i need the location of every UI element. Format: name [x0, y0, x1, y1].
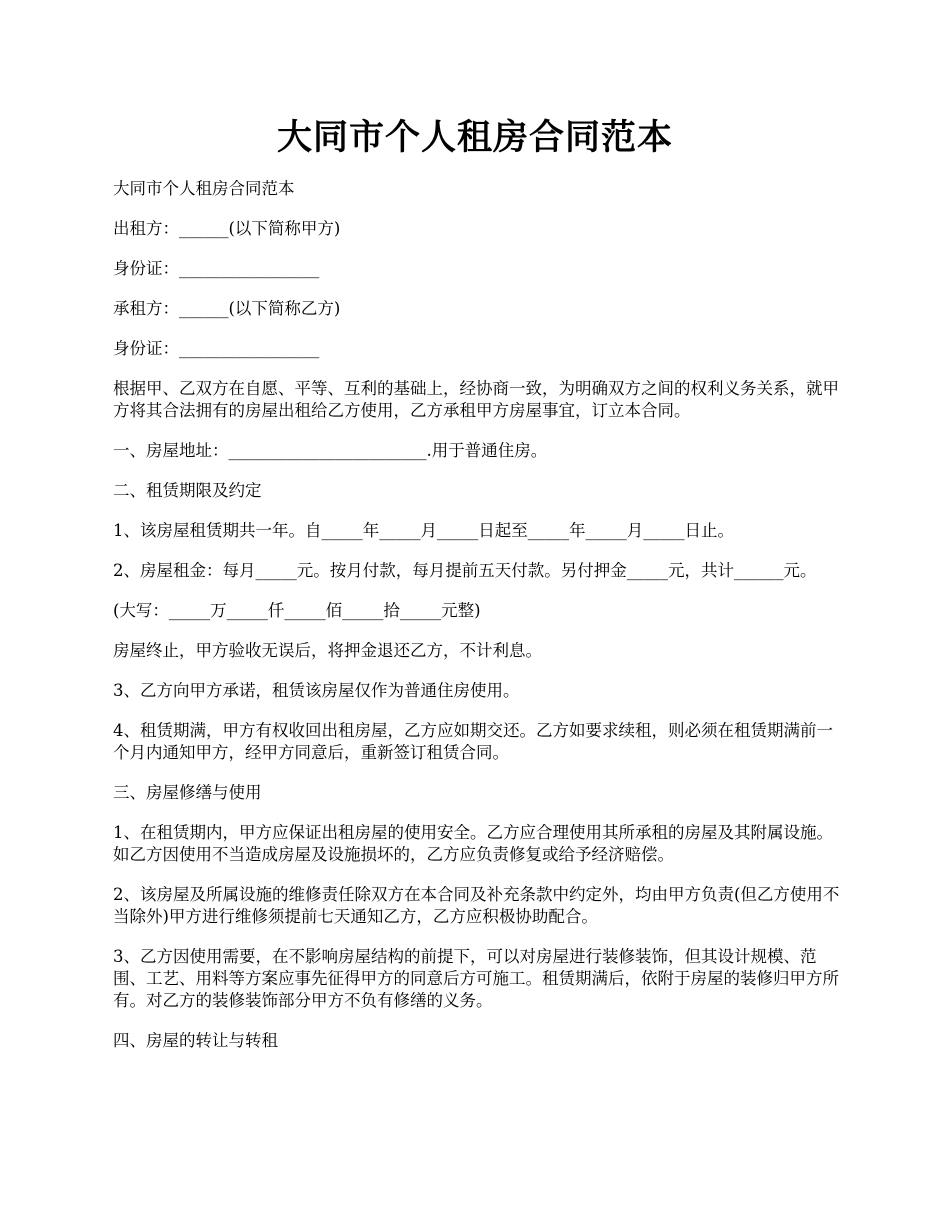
paragraph-lessor: 出租方：______(以下简称甲方): [113, 219, 341, 238]
paragraph-section-1-address: 一、房屋地址：________________________.用于普通住房。: [113, 441, 548, 460]
paragraph-section-4-heading: 四、房屋的转让与转租: [113, 1031, 278, 1050]
paragraph-clause-3-2: 2、该房屋及所属设施的维修责任除双方在本合同及补充条款中约定外，均由甲方负责(但乙方使用不当除外)甲方进行维修须提前七天通知乙方，乙方应积极协助配合。: [113, 885, 840, 926]
document-title: 大同市个人租房合同范本: [276, 117, 673, 158]
paragraph-section-3-heading: 三、房屋修缮与使用: [113, 783, 262, 802]
document-body: [113, 178, 840, 1070]
paragraph-clause-2-1: 1、该房屋租赁期共一年。自_____年_____月_____日起至_____年_____月_____日止。: [113, 521, 734, 540]
paragraph-lessor-id: 身份证：_________________: [113, 259, 320, 278]
paragraph-clause-3-3: 3、乙方因使用需要，在不影响房屋结构的前提下，可以对房屋进行装修装饰，但其设计规模、范围、工艺、用料等方案应事先征得甲方的同意后方可施工。租赁期满后，依附于房屋的装修归甲方所有。对乙方的装修装饰部分甲方不负有修缮的义务。: [113, 947, 839, 1010]
paragraph-lessee: 承租方：______(以下简称乙方): [113, 299, 341, 318]
paragraph-section-2-heading: 二、租赁期限及约定: [113, 481, 262, 500]
paragraph-clause-2-4: 4、租赁期满，甲方有权收回出租房屋，乙方应如期交还。乙方如要求续租，则必须在租赁期满前一个月内通知甲方，经甲方同意后，重新签订租赁合同。: [113, 721, 833, 762]
paragraph-preamble: 根据甲、乙双方在自愿、平等、互利的基础上，经协商一致，为明确双方之间的权利义务关系，就甲方将其合法拥有的房屋出租给乙方使用，乙方承租甲方房屋事宜，订立本合同。: [113, 379, 839, 420]
paragraph-amount-in-words: (大写：_____万_____仟_____佰_____拾_____元整): [113, 601, 481, 620]
paragraph-lessee-id: 身份证：_________________: [113, 339, 320, 358]
paragraph-deposit-return: 房屋终止，甲方验收无误后，将押金退还乙方，不计利息。: [113, 641, 542, 660]
paragraph-subtitle: 大同市个人租房合同范本: [113, 179, 295, 198]
paragraph-clause-3-1: 1、在租赁期内，甲方应保证出租房屋的使用安全。乙方应合理使用其所承租的房屋及其附属设施。如乙方因使用不当造成房屋及设施损坏的，乙方应负责修复或给予经济赔偿。: [113, 823, 833, 864]
paragraph-clause-2-2: 2、房屋租金：每月_____元。按月付款，每月提前五天付款。另付押金_____元，共计______元。: [113, 561, 817, 580]
paragraph-clause-2-3: 3、乙方向甲方承诺，租赁该房屋仅作为普通住房使用。: [113, 681, 520, 700]
